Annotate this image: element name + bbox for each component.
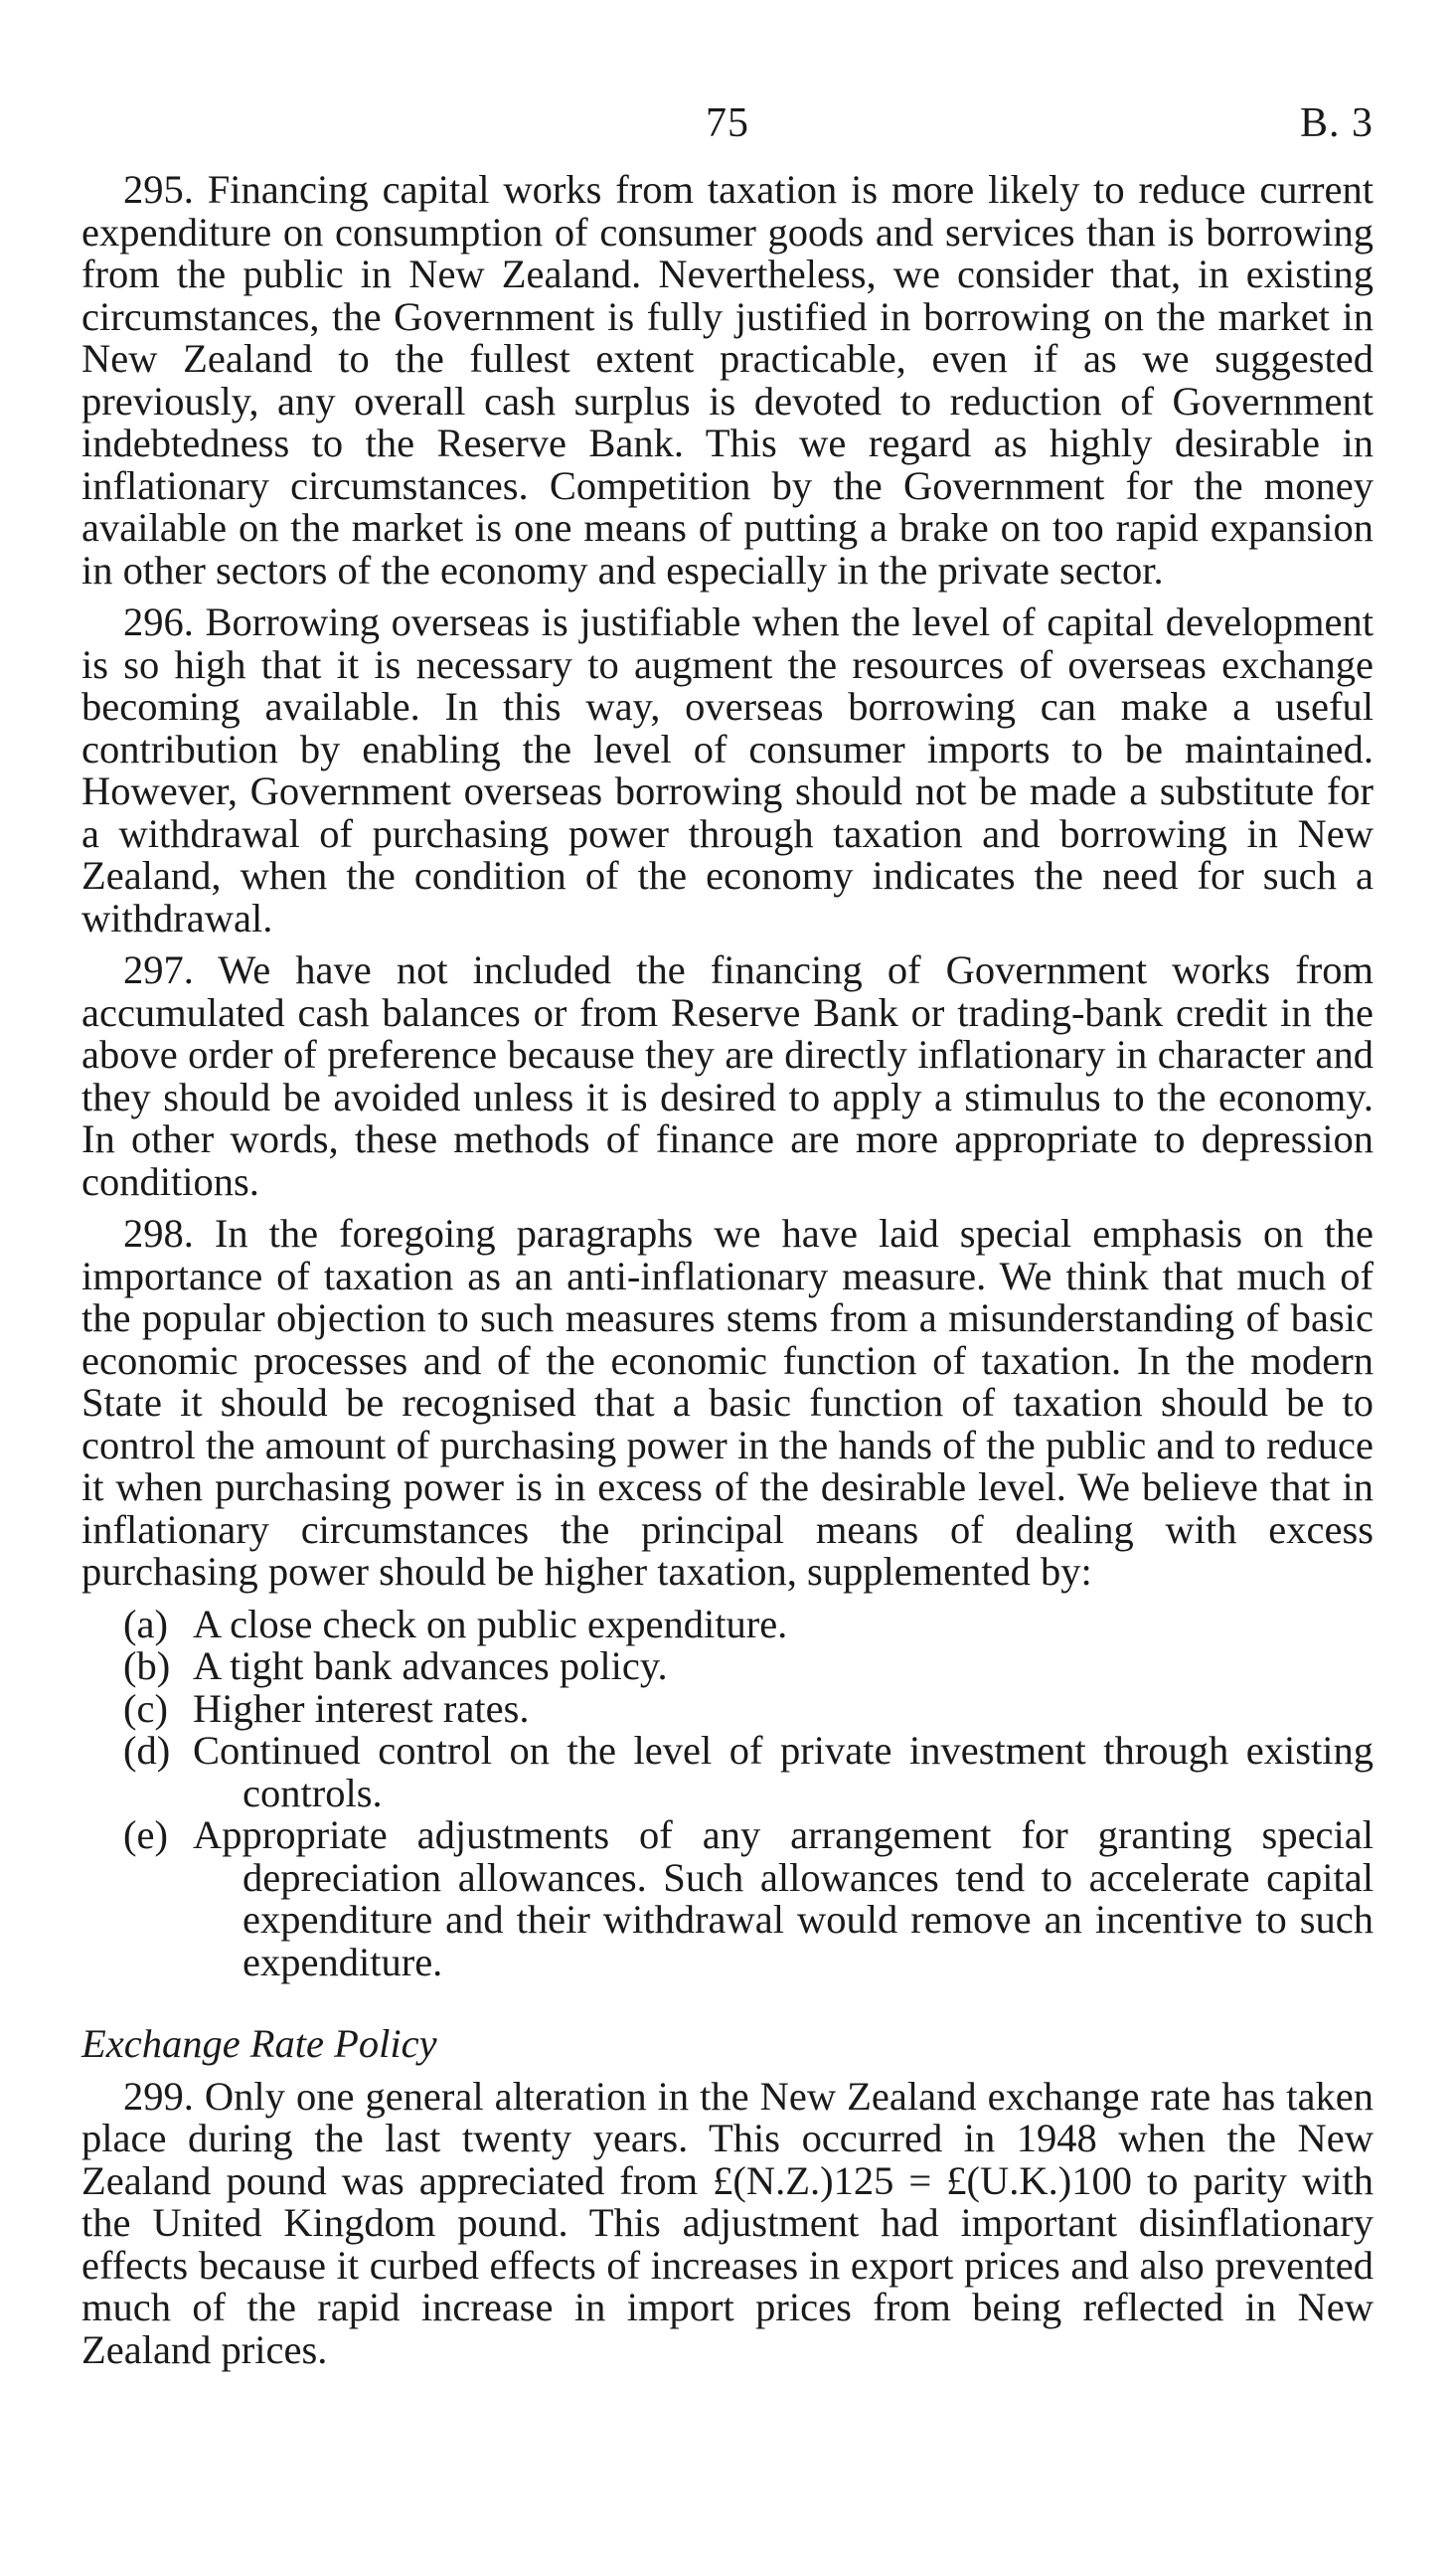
paragraph-296: 296. Borrowing overseas is justifiable when the level of capital development is so high that it is necessary to augment the resources of overseas exchange becoming available. In this way, overseas borrowing can make a useful contribution by enabling the level of consumer imports to be maintained. However, Government overseas borrowing should not be made a substitute for a withdrawal of purchasing power through taxation and borrowing in New Zealand, when the condition of the economy indicates the need for such a withdrawal. — [81, 599, 1374, 940]
list-item-text: A tight bank advances policy. — [193, 1643, 668, 1688]
list-item — [81, 1601, 1374, 1646]
list-item-label: (d) — [123, 1728, 171, 1773]
list-item — [81, 1730, 1374, 1814]
list-item-label: (e) — [123, 1812, 168, 1857]
list-item-text: Higher interest rates. — [193, 1685, 530, 1731]
page-header — [81, 99, 1374, 169]
paragraph-297: 297. We have not included the financing of Government works from accumulated cash balances or from Reserve Bank or trading-bank credit in the above order of preference because they are directly inflationary in character and they should be avoided unless it is desired to apply a stimulus to the economy. In other words, these methods of finance are more appropriate to depression conditions. — [81, 947, 1374, 1204]
paragraph-299: 299. Only one general alteration in the New Zealand exchange rate has taken place during the last twenty years. This occurred in 1948 when the New Zealand pound was appreciated from £(N.Z.)125 = £(U.K.)100 to parity with the United Kingdom pound. This adjustment had important disinflationary effects because it curbed effects of increases in export prices and also prevented much of the rapid increase in import prices from being reflected in New Zealand prices. — [81, 2073, 1374, 2372]
document-page — [81, 99, 1374, 2381]
page-number: 75 — [706, 100, 749, 146]
list-item-label: (b) — [123, 1643, 171, 1688]
list-item-text: Continued control on the level of private investment through existing controls. — [193, 1728, 1374, 1815]
list-item — [81, 1645, 1374, 1688]
document-reference: B. 3 — [1299, 100, 1374, 146]
list-item-label: (c) — [123, 1685, 168, 1731]
list-item — [81, 1685, 1374, 1731]
section-heading-exchange-rate-policy: Exchange Rate Policy — [81, 2021, 437, 2066]
list-item-text: A close check on public expenditure. — [193, 1601, 788, 1646]
supplementary-measures-list — [81, 1601, 1374, 1984]
list-item — [81, 1814, 1374, 1983]
paragraph-295: 295. Financing capital works from taxation is more likely to reduce current expenditure on consumption of consumer goods and services than is borrowing from the public in New Zealand. Nevertheless, we consider that, in existing circumstances, the Government is fully justified in borrowing on the market in New Zealand to the fullest extent practicable, even if as we suggested previously, any overall cash surplus is devoted to reduction of Government indebtedness to the Reserve Bank. This we regard as highly desirable in inflationary circumstances. Competition by the Government for the money available on the market is one means of putting a brake on too rapid expansion in other sectors of the economy and especially in the private sector. — [81, 167, 1374, 593]
list-item-text: Appropriate adjustments of any arrangement for granting special depreciation allowances. Such allowances tend to accelerate capital expenditure and their withdrawal would remove an incentive to such expenditure. — [193, 1812, 1374, 1984]
list-item-label: (a) — [123, 1601, 168, 1646]
paragraph-298: 298. In the foregoing paragraphs we have laid special emphasis on the importance of taxation as an anti-inflationary measure. We think that much of the popular objection to such measures stems from a misunderstanding of basic economic processes and of the economic function of taxation. In the modern State it should be recognised that a basic function of taxation should be to control the amount of purchasing power in the hands of the public and to reduce it when purchasing power is in excess of the desirable level. We believe that in inflationary circumstances the principal means of dealing with excess purchasing power should be higher taxation, supplemented by: — [81, 1211, 1374, 1594]
